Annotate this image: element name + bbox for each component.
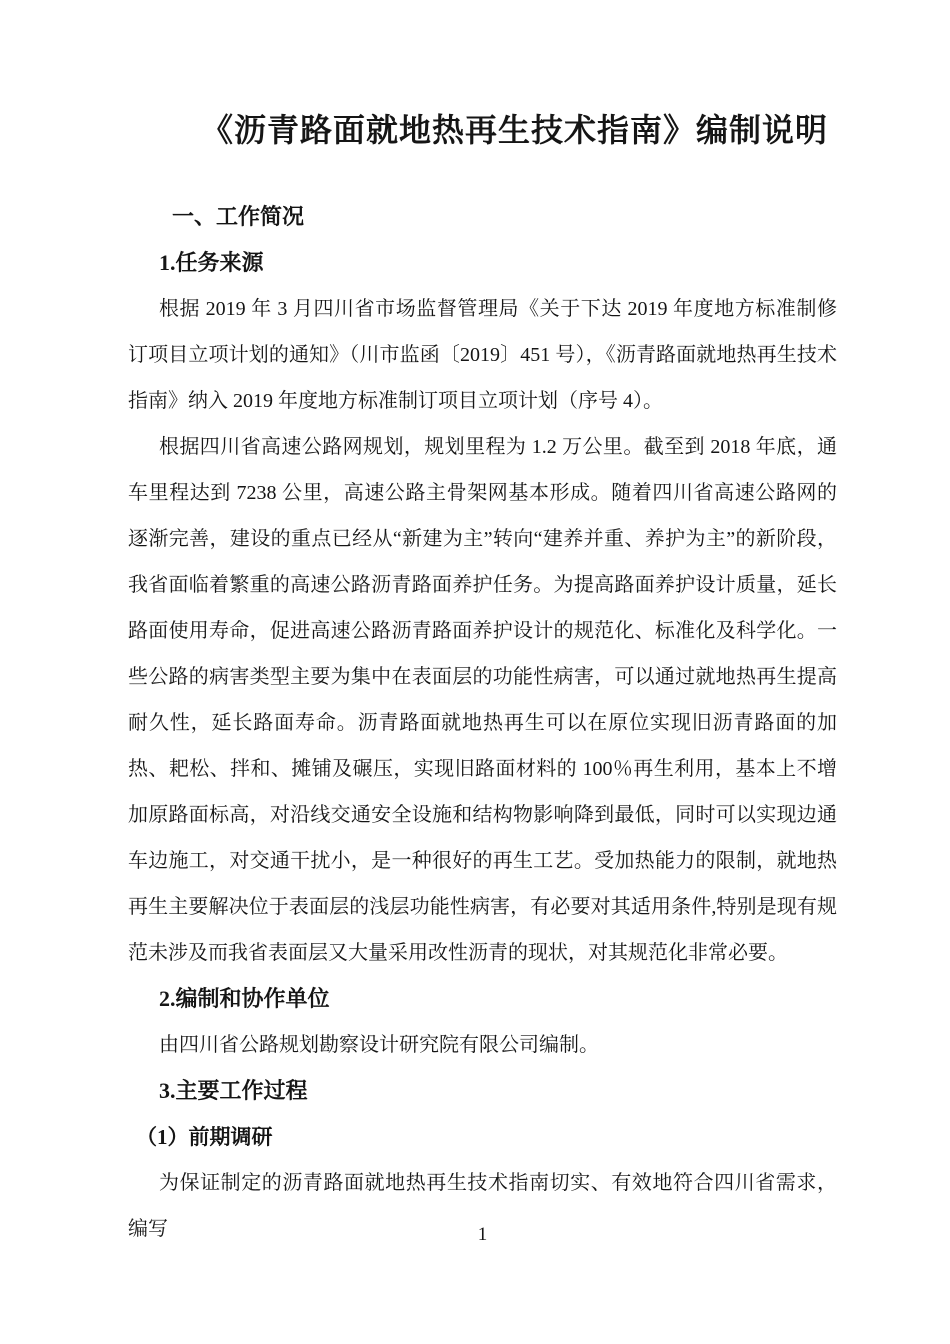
paragraph-background: 根据四川省高速公路网规划，规划里程为 1.2 万公里。截至到 2018 年底，通车里程达到 7238 公里，高速公路主骨架网基本形成。随着四川省高速公路网的逐渐完善，建设的重点已经从“新建为主”转向“建养并重、养护为主”的新阶段，我省面临着繁重的高速公路沥青路面养护任务。为提高路面养护设计质量，延长路面使用寿命，促进高速公路沥青路面养护设计的规范化、标准化及科学化。一些公路的病害类型主要为集中在表面层的功能性病害，可以通过就地热再生提高耐久性，延长路面寿命。沥青路面就地热再生可以在原位实现旧沥青路面的加热、耙松、拌和、摊铺及碾压，实现旧路面材料的 100％再生利用，基本上不增加原路面标高，对沿线交通安全设施和结构物影响降到最低，同时可以实现边通车边施工，对交通干扰小，是一种很好的再生工艺。受加热能力的限制，就地热再生主要解决位于表面层的浅层功能性病害，有必要对其适用条件,特别是现有规范未涉及而我省表面层又大量采用改性沥青的现状，对其规范化非常必要。 bbox=[128, 436, 837, 964]
page-number: 1 bbox=[477, 1224, 488, 1245]
paragraph-task-source: 根据 2019 年 3 月四川省市场监督管理局《关于下达 2019 年度地方标准制修订项目立项计划的通知》（川市监函〔2019〕451 号），《沥青路面就地热再生技术指南》纳入 2019 年度地方标准制订项目立项计划（序号 4）。 bbox=[128, 298, 837, 412]
subsection-heading-work-process: 3.主要工作过程 bbox=[159, 1078, 308, 1103]
subsection-heading-compiling-units: 2.编制和协作单位 bbox=[159, 986, 330, 1011]
paragraph-preliminary-research: 为保证制定的沥青路面就地热再生技术指南切实、有效地符合四川省需求，编写 bbox=[128, 1172, 837, 1240]
section-heading-work-overview: 一、工作简况 bbox=[172, 204, 305, 229]
subsection-heading-task-source: 1.任务来源 bbox=[159, 250, 264, 275]
item-heading-preliminary-research: （1）前期调研 bbox=[136, 1125, 273, 1149]
document-page bbox=[128, 0, 837, 1252]
paragraph-compiling-units: 由四川省公路规划勘察设计研究院有限公司编制。 bbox=[159, 1034, 599, 1056]
document-title: 《沥青路面就地热再生技术指南》编制说明 bbox=[200, 112, 828, 148]
